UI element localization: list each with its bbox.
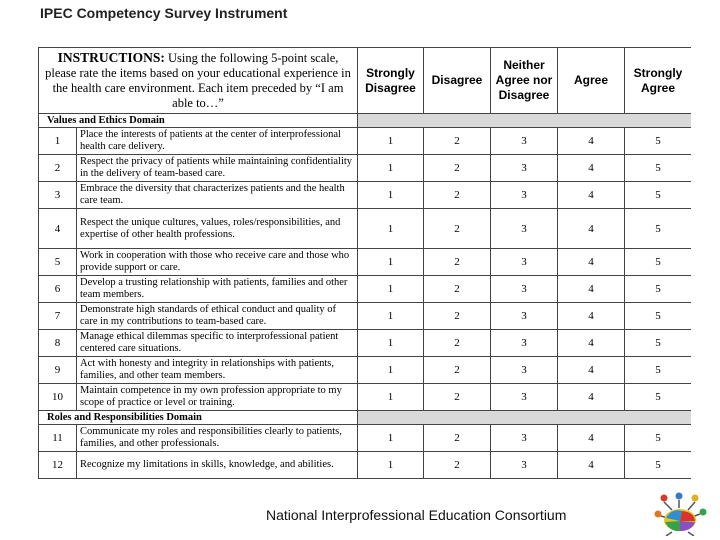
rating-option[interactable]: 5 (625, 425, 692, 452)
rating-option[interactable]: 1 (358, 155, 424, 182)
domain-name: Values and Ethics Domain (39, 114, 358, 128)
rating-option[interactable]: 3 (491, 128, 558, 155)
domain-shade (358, 411, 692, 425)
instructions-text: Using the following 5-point scale, please rate the items based on your educational experience in the health care environment. Each item preceded by “I am able to…” (45, 51, 351, 110)
rating-option[interactable]: 5 (625, 330, 692, 357)
instructions-lead: INSTRUCTIONS: (57, 50, 165, 65)
rating-option[interactable]: 4 (558, 249, 625, 276)
item-number: 1 (39, 128, 77, 155)
rating-option[interactable]: 3 (491, 276, 558, 303)
table-row (39, 209, 692, 249)
table-row (39, 330, 692, 357)
rating-option[interactable]: 3 (491, 384, 558, 411)
rating-option[interactable]: 3 (491, 330, 558, 357)
consortium-logo-icon (652, 492, 710, 536)
header-row (39, 48, 692, 114)
item-number: 4 (39, 209, 77, 249)
table-row (39, 303, 692, 330)
rating-option[interactable]: 4 (558, 425, 625, 452)
rating-option[interactable]: 5 (625, 303, 692, 330)
domain-row-values-ethics (39, 114, 692, 128)
table-row (39, 155, 692, 182)
rating-option[interactable]: 1 (358, 182, 424, 209)
rating-option[interactable]: 2 (424, 209, 491, 249)
survey-table-container (38, 47, 691, 483)
item-text: Recognize my limitations in skills, knowledge, and abilities. (77, 452, 358, 479)
rating-option[interactable]: 2 (424, 384, 491, 411)
rating-option[interactable]: 5 (625, 452, 692, 479)
rating-option[interactable]: 3 (491, 357, 558, 384)
rating-option[interactable]: 2 (424, 330, 491, 357)
rating-option[interactable]: 2 (424, 452, 491, 479)
item-number: 10 (39, 384, 77, 411)
rating-option[interactable]: 1 (358, 330, 424, 357)
column-header-agree: Agree (558, 48, 625, 114)
rating-option[interactable]: 4 (558, 452, 625, 479)
item-number: 8 (39, 330, 77, 357)
item-text: Work in cooperation with those who receive care and those who provide support or care. (77, 249, 358, 276)
item-number: 9 (39, 357, 77, 384)
rating-option[interactable]: 2 (424, 249, 491, 276)
rating-option[interactable]: 2 (424, 128, 491, 155)
table-row (39, 425, 692, 452)
item-text: Develop a trusting relationship with patients, families and other team members. (77, 276, 358, 303)
item-text: Communicate my roles and responsibilities clearly to patients, families, and other professionals. (77, 425, 358, 452)
domain-row-roles-responsibilities (39, 411, 692, 425)
column-header-strongly-agree: Strongly Agree (625, 48, 692, 114)
rating-option[interactable]: 5 (625, 209, 692, 249)
table-row (39, 128, 692, 155)
item-number: 3 (39, 182, 77, 209)
rating-option[interactable]: 4 (558, 155, 625, 182)
item-number: 5 (39, 249, 77, 276)
table-row (39, 182, 692, 209)
rating-option[interactable]: 5 (625, 249, 692, 276)
footer-credit: National Interprofessional Education Consortium (266, 507, 567, 523)
item-text: Manage ethical dilemmas specific to interprofessional patient centered care situations. (77, 330, 358, 357)
rating-option[interactable]: 1 (358, 452, 424, 479)
item-text: Demonstrate high standards of ethical conduct and quality of care in my contributions to team-based care. (77, 303, 358, 330)
rating-option[interactable]: 5 (625, 276, 692, 303)
slide-title: IPEC Competency Survey Instrument (40, 5, 288, 21)
domain-shade (358, 114, 692, 128)
rating-option[interactable]: 5 (625, 384, 692, 411)
item-number: 12 (39, 452, 77, 479)
rating-option[interactable]: 4 (558, 209, 625, 249)
item-number: 6 (39, 276, 77, 303)
rating-option[interactable]: 4 (558, 384, 625, 411)
domain-name: Roles and Responsibilities Domain (39, 411, 358, 425)
rating-option[interactable]: 1 (358, 384, 424, 411)
rating-option[interactable]: 4 (558, 303, 625, 330)
rating-option[interactable]: 4 (558, 357, 625, 384)
rating-option[interactable]: 3 (491, 452, 558, 479)
rating-option[interactable]: 5 (625, 357, 692, 384)
rating-option[interactable]: 2 (424, 303, 491, 330)
column-header-neither: Neither Agree nor Disagree (491, 48, 558, 114)
item-text: Maintain competence in my own profession appropriate to my scope of practice or level or training. (77, 384, 358, 411)
item-text: Respect the unique cultures, values, roles/responsibilities, and expertise of other health professions. (77, 209, 358, 249)
column-header-strongly-disagree: Strongly Disagree (358, 48, 424, 114)
rating-option[interactable]: 1 (358, 276, 424, 303)
table-row (39, 452, 692, 479)
item-text: Respect the privacy of patients while maintaining confidentiality in the delivery of team-based care. (77, 155, 358, 182)
item-number: 2 (39, 155, 77, 182)
table-row (39, 276, 692, 303)
rating-option[interactable]: 5 (625, 182, 692, 209)
rating-option[interactable]: 2 (424, 357, 491, 384)
table-row (39, 249, 692, 276)
rating-option[interactable]: 3 (491, 303, 558, 330)
rating-option[interactable]: 3 (491, 155, 558, 182)
rating-option[interactable]: 1 (358, 357, 424, 384)
item-text: Place the interests of patients at the center of interprofessional health care delivery. (77, 128, 358, 155)
item-number: 7 (39, 303, 77, 330)
rating-option[interactable]: 2 (424, 425, 491, 452)
rating-option[interactable]: 4 (558, 330, 625, 357)
table-row (39, 357, 692, 384)
rating-option[interactable]: 4 (558, 182, 625, 209)
rating-option[interactable]: 2 (424, 155, 491, 182)
rating-option[interactable]: 3 (491, 425, 558, 452)
rating-option[interactable]: 5 (625, 155, 692, 182)
item-number: 11 (39, 425, 77, 452)
rating-option[interactable]: 1 (358, 249, 424, 276)
rating-option[interactable]: 3 (491, 182, 558, 209)
rating-option[interactable]: 3 (491, 249, 558, 276)
rating-option[interactable]: 4 (558, 276, 625, 303)
rating-option[interactable]: 1 (358, 209, 424, 249)
rating-option[interactable]: 3 (491, 209, 558, 249)
rating-option[interactable]: 2 (424, 182, 491, 209)
rating-option[interactable]: 1 (358, 425, 424, 452)
item-text: Act with honesty and integrity in relationships with patients, families, and other team members. (77, 357, 358, 384)
column-header-disagree: Disagree (424, 48, 491, 114)
rating-option[interactable]: 2 (424, 276, 491, 303)
rating-option[interactable]: 4 (558, 128, 625, 155)
rating-option[interactable]: 5 (625, 128, 692, 155)
rating-option[interactable]: 1 (358, 303, 424, 330)
instructions (39, 48, 358, 114)
survey-table (38, 47, 691, 479)
table-row (39, 384, 692, 411)
item-text: Embrace the diversity that characterizes patients and the health care team. (77, 182, 358, 209)
rating-option[interactable]: 1 (358, 128, 424, 155)
